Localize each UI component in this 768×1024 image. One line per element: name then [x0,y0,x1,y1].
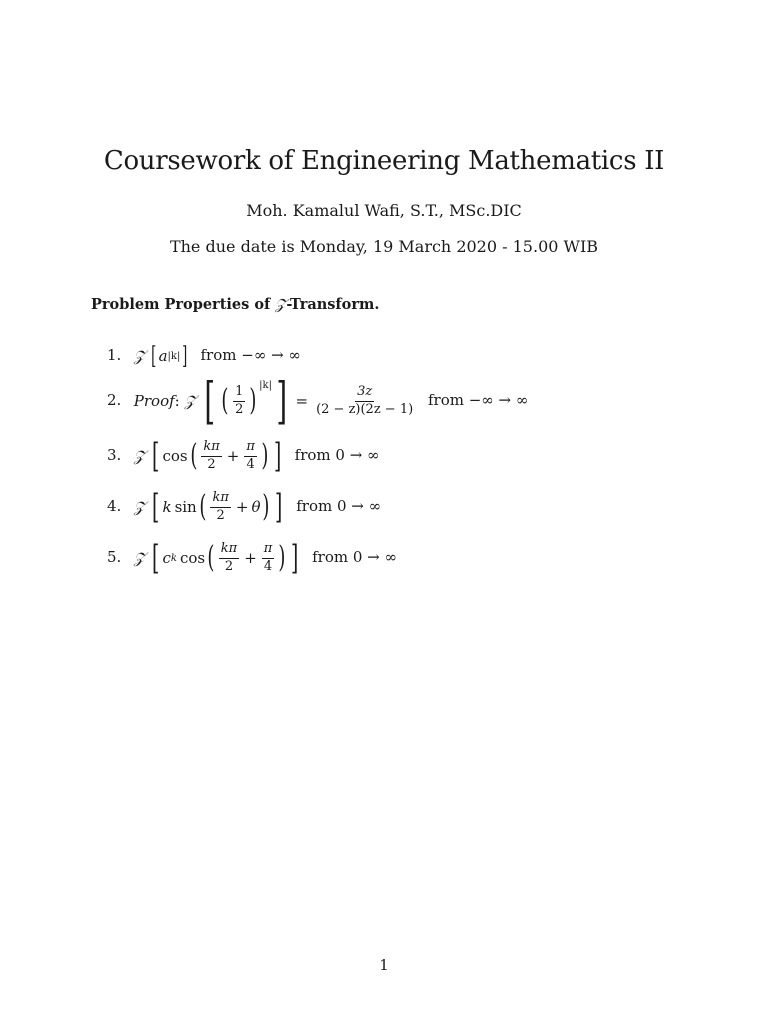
problem-number: 5. [107,548,122,566]
problem-number: 4. [107,497,122,515]
range-text: from 0 → ∞ [294,446,380,464]
problem-expression [134,344,190,368]
range-text: from 0 → ∞ [296,497,382,515]
rhs-fraction: $\frac{3z}{(2 - z)(2z - 1)}$ [316,383,414,417]
bracket-right: ] [182,342,188,370]
paren-left: ( [207,540,215,575]
fraction-kpi-2: $\frac{k\pi}{2}$ [203,438,220,472]
prefix-term: k [162,498,172,516]
problem-4 [107,487,382,527]
range-text: from −∞ → ∞ [427,391,529,409]
bracket-left: [ [152,436,160,476]
base-term: a [158,347,168,365]
problem-number: 3. [107,446,122,464]
plus-sign: + [244,549,257,567]
fraction-pi-4: $\frac{\pi}{4}$ [246,438,255,472]
section-heading [91,296,379,313]
function-name: sin [174,498,197,516]
paren-left: ( [199,489,207,524]
fraction-kpi-2: $\frac{k\pi}{2}$ [212,489,229,523]
range-text: from −∞ → ∞ [200,346,301,364]
paren-left: ( [189,438,197,473]
problem-number: 1. [107,346,122,364]
problem-3 [107,436,380,476]
problem-1 [107,344,301,368]
range-text: from 0 → ∞ [312,548,397,566]
paren-right: ) [262,489,270,524]
bracket-left: [ [152,538,160,578]
function-name: cos [162,447,188,465]
fraction-half: $\frac{1}{2}$ [235,383,244,417]
prefix-term: c [162,549,171,567]
z-symbol: 𝒵 [133,447,146,465]
bracket-left: [ [151,342,157,370]
plus-sign: + [235,498,249,516]
equals-sign: = [295,392,309,410]
exponent: |k| [167,350,181,362]
problem-expression [133,487,286,527]
bracket-right: ] [273,436,281,476]
function-name: cos [179,549,206,567]
fraction-kpi-2: $\frac{k\pi}{2}$ [220,540,238,574]
exponent: |k| [259,380,272,391]
proof-label: Proof [133,392,175,410]
paren-right: ) [261,438,269,473]
heading-prefix: Problem Properties of [91,296,276,313]
paren-right: ) [278,540,286,575]
problem-expression [133,436,284,476]
z-symbol: 𝒵 [133,549,146,567]
bracket-left: [ [152,487,160,527]
due-date-line: The due date is Monday, 19 March 2020 - 15.00 WIB [169,237,599,256]
bracket-right: ] [276,372,288,430]
paren-right: ) [249,383,257,418]
z-symbol: 𝒵 [133,498,146,516]
z-symbol: 𝒵 [133,347,146,365]
problem-expression: Proof : 𝒵 [ ( $\frac{1}{2}$ ) |k| ] = $\frac{3z}{(2 - z)(2z - 1)}$ [133,372,414,430]
heading-suffix: -Transform. [286,296,380,313]
problem-expression [133,538,302,578]
prefix-exponent: k [170,552,177,564]
z-symbol: 𝒵 [184,392,196,410]
fraction-pi-4: $\frac{\pi}{4}$ [263,540,273,574]
bracket-right: ] [291,538,299,578]
problem-5 [107,538,397,578]
theta-term: θ [251,498,261,516]
document-title: Coursework of Engineering Mathematics II [103,146,665,176]
problem-2 [107,372,529,430]
paren-left: ( [221,383,229,418]
heading-z-symbol: 𝒵 [275,297,287,313]
page-number: 1 [379,956,389,974]
bracket-left: [ [204,372,216,430]
plus-sign: + [226,447,240,465]
problem-number: 2. [107,391,122,409]
bracket-right: ] [275,487,283,527]
author-line: Moh. Kamalul Wafi, S.T., MSc.DIC [246,201,522,220]
